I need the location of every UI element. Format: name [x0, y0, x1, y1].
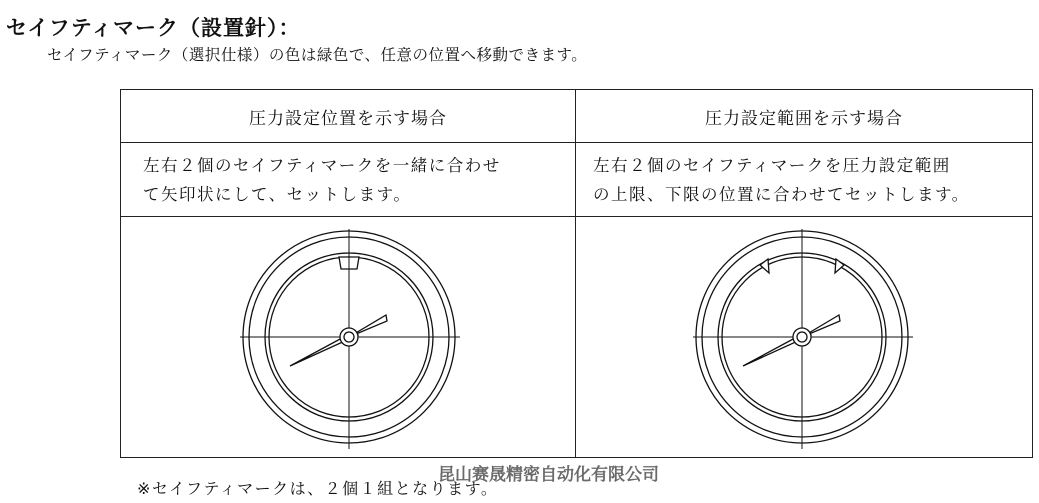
figure-cell-right	[576, 217, 1033, 458]
pressure-gauge-icon	[228, 217, 468, 457]
description-right	[576, 143, 1033, 217]
description-right-line2: の上限、下限の位置に合わせてセットします。	[593, 184, 970, 204]
watermark: 昆山赛晟精密自动化有限公司	[438, 465, 659, 485]
page-subtitle: セイフティマーク（選択仕様）の色は緑色で、任意の位置へ移動できます。	[47, 46, 588, 64]
table-header-left: 圧力設定位置を示す場合	[121, 90, 576, 143]
safety-mark-lower-icon	[760, 259, 769, 273]
table-header-right: 圧力設定範囲を示す場合	[576, 90, 1033, 143]
gauge-needle-icon	[290, 315, 387, 366]
pressure-gauge-icon	[684, 217, 924, 457]
description-right-line1: 左右２個のセイフティマークを圧力設定範囲	[593, 155, 951, 175]
gauge-needle-icon	[743, 315, 840, 366]
description-left-line1: 左右２個のセイフティマークを一緒に合わせ	[143, 155, 501, 175]
description-left-line2: て矢印状にして、セットします。	[143, 184, 412, 204]
safety-mark-upper-icon	[835, 259, 844, 273]
footnote: ※セイフティマークは、２個１組となります。	[137, 479, 499, 498]
description-left	[121, 143, 576, 217]
safety-mark-table	[120, 89, 1033, 458]
page-title: セイフティマーク（設置針）：	[6, 16, 301, 40]
figure-cell-left	[121, 217, 576, 458]
